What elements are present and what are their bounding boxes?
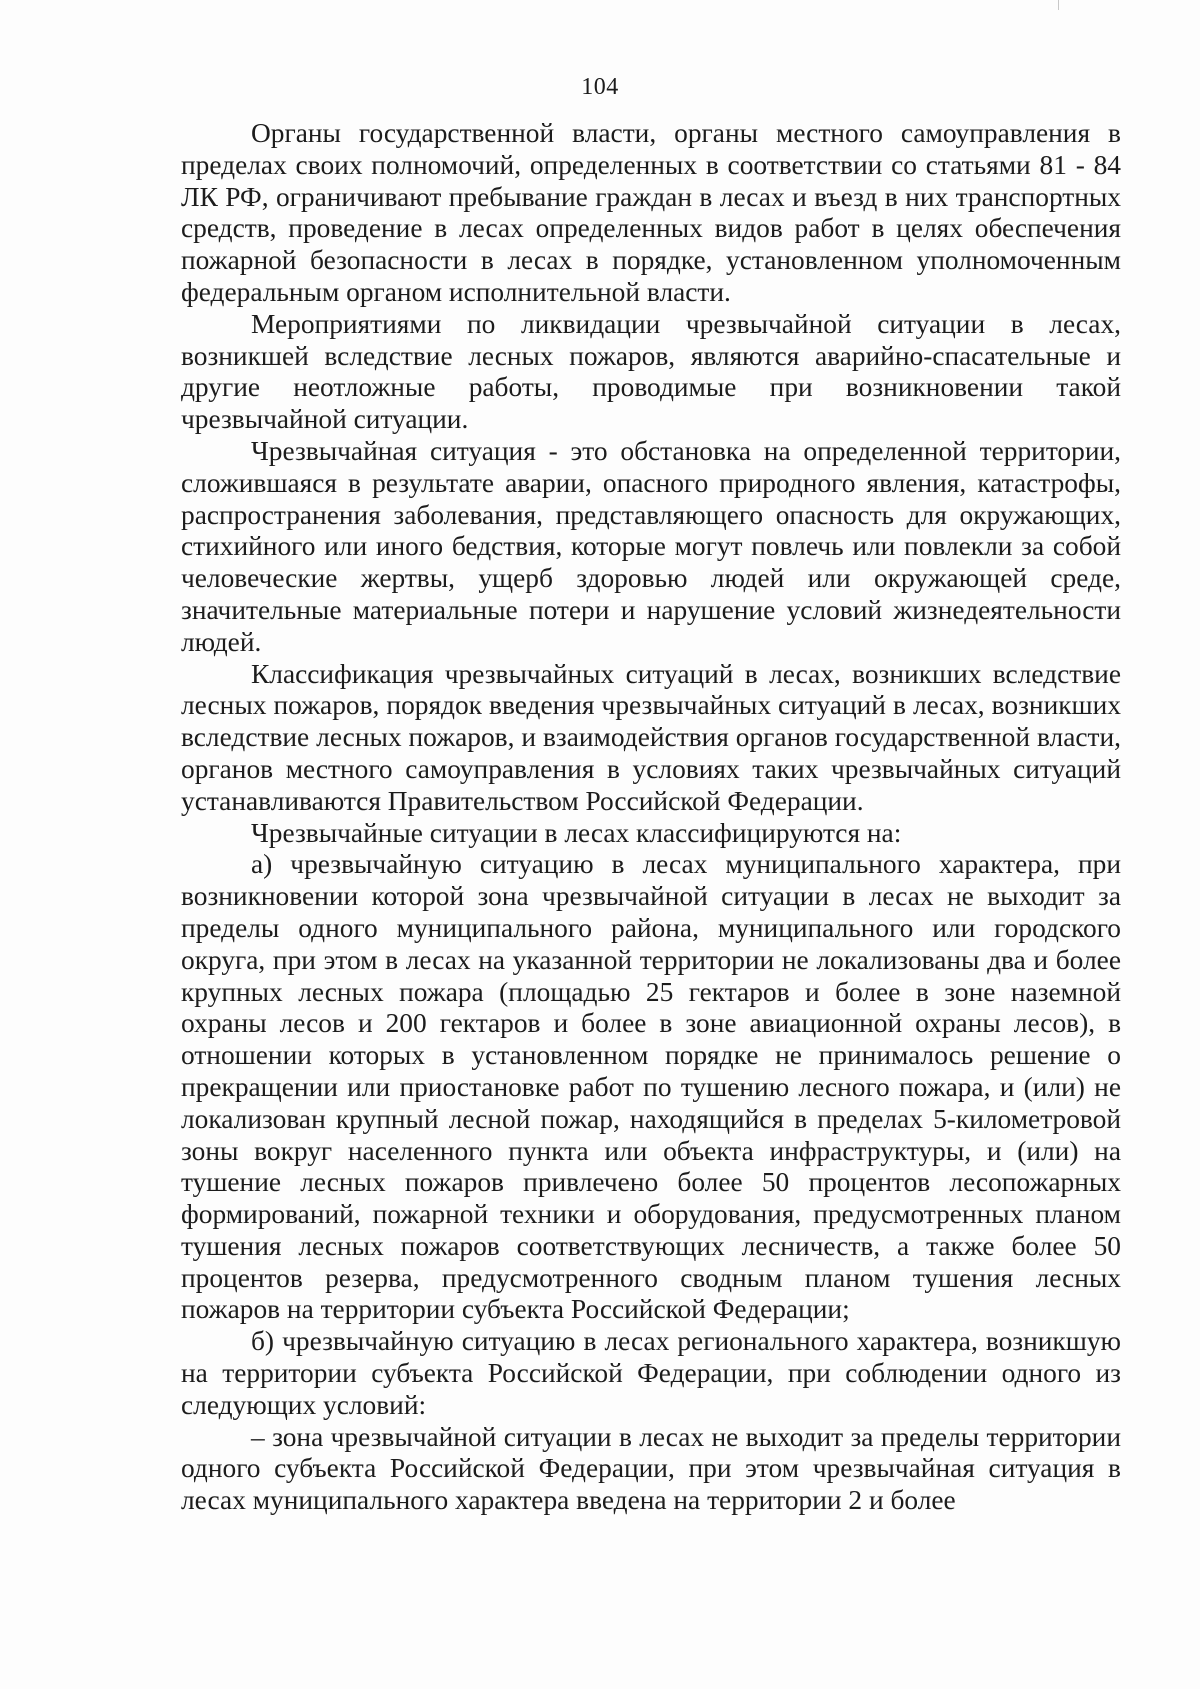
- paragraph-emergency-definition: Чрезвычайная ситуация - это обстановка на определенной территории, сложившаяся в результате аварии, опасного природного явления, катастрофы, распространения заболевания, представляющего опасность для окружающих, стихийного или иного бедствия, которые могут повлечь или повлекли за собой человеческие жертвы, ущерб здоровью людей или окружающей среде, значительные материальные потери и нарушение условий жизнедеятельности людей.: [181, 435, 1121, 657]
- paragraph-municipal-emergency: а) чрезвычайную ситуацию в лесах муниципального характера, при возникновении которой зона чрезвычайной ситуации в лесах не выходит за пределы одного муниципального района, муниципального или городского округа, при этом в лесах на указанной территории не локализованы два и более крупных лесных пожара (площадью 25 гектаров и более в зоне наземной охраны лесов и 200 гектаров и более в зоне авиационной охраны лесов), в отношении которых в установленном порядке не принималось решение о прекращении или приостановке работ по тушению лесного пожара, и (или) не локализован крупный лесной пожар, находящийся в пределах 5-километровой зоны вокруг населенного пункта или объекта инфраструктуры, и (или) на тушение лесных пожаров привлечено более 50 процентов лесопожарных формирований, пожарной техники и оборудования, предусмотренных планом тушения лесных пожаров соответствующих лесничеств, а также более 50 процентов резерва, предусмотренного сводным планом тушения лесных пожаров на территории субъекта Российской Федерации;: [181, 849, 1121, 1325]
- page-number: 104: [581, 74, 619, 100]
- paragraph-liquidation-measures: Мероприятиями по ликвидации чрезвычайной ситуации в лесах, возникшей вследствие лесных пожаров, являются аварийно-спасательные и другие неотложные работы, проводимые при возникновении такой чрезвычайной ситуации.: [181, 308, 1121, 435]
- paragraph-authorities-restrictions: Органы государственной власти, органы местного самоуправления в пределах своих полномочий, определенных в соответствии со статьями 81 - 84 ЛК РФ, ограничивают пребывание граждан в лесах и въезд в них транспортных средств, проведение в лесах определенных видов работ в целях обеспечения пожарной безопасности в лесах в порядке, установленном уполномоченным федеральным органом исполнительной власти.: [181, 118, 1121, 307]
- paragraph-classification-procedure: Классификация чрезвычайных ситуаций в лесах, возникших вследствие лесных пожаров, порядок введения чрезвычайных ситуаций в лесах, возникших вследствие лесных пожаров, и взаимодействия органов государственной власти, органов местного самоуправления в условиях таких чрезвычайных ситуаций устанавливаются Правительством Российской Федерации.: [181, 658, 1121, 816]
- paragraph-regional-condition-1: – зона чрезвычайной ситуации в лесах не выходит за пределы территории одного субъекта Российской Федерации, при этом чрезвычайная ситуация в лесах муниципального характера введена на территории 2 и более: [181, 1421, 1121, 1516]
- paragraph-classification-intro: Чрезвычайные ситуации в лесах классифицируются на:: [251, 817, 902, 848]
- paragraph-regional-emergency: б) чрезвычайную ситуацию в лесах регионального характера, возникшую на территории субъекта Российской Федерации, при соблюдении одного из следующих условий:: [181, 1326, 1121, 1420]
- scan-artifact-mark: [1058, 0, 1059, 10]
- document-body: [181, 118, 1121, 1517]
